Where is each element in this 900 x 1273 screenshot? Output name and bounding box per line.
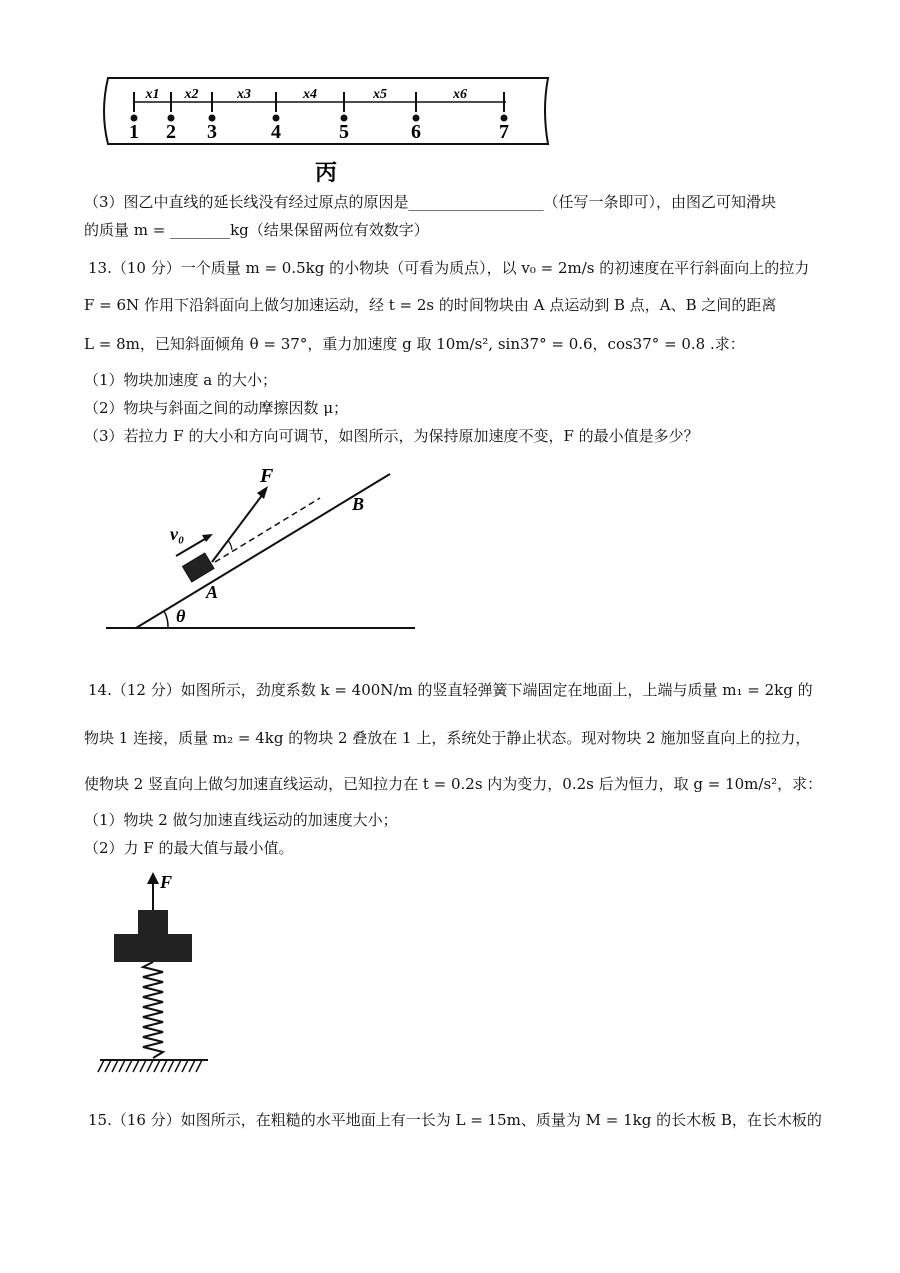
q13-sub2: （2）物块与斜面之间的动摩擦因数 μ； bbox=[84, 399, 349, 417]
dashed-line bbox=[215, 498, 320, 562]
tape-point-label: 6 bbox=[411, 121, 421, 143]
q13-line2: F = 6N 作用下沿斜面向上做匀加速运动，经 t = 2s 的时间物块由 A 点运动到 B 点，A、B 之间的距离 bbox=[84, 296, 777, 314]
hatch-line bbox=[196, 1060, 202, 1072]
tape-point-label: 7 bbox=[499, 121, 509, 143]
q14-line1: 14.（12 分）如图所示，劲度系数 k = 400N/m 的竖直轻弹簧下端固定在地面上，上端与质量 m₁ = 2kg 的 bbox=[88, 681, 813, 699]
hatch-line bbox=[161, 1060, 167, 1072]
tape-point-label: 5 bbox=[339, 121, 349, 143]
block-2 bbox=[138, 910, 168, 934]
ground-hatching bbox=[98, 1060, 202, 1072]
hatch-line bbox=[105, 1060, 111, 1072]
q14-line2: 物块 1 连接，质量 m₂ = 4kg 的物块 2 叠放在 1 上，系统处于静止状态。现对物块 2 施加竖直向上的拉力， bbox=[84, 729, 811, 747]
block bbox=[182, 553, 214, 582]
q12-part3-line2: 的质量 m = ________kg（结果保留两位有效数字） bbox=[84, 221, 429, 239]
hatch-line bbox=[189, 1060, 195, 1072]
hatch-line bbox=[154, 1060, 160, 1072]
label-b: B bbox=[352, 494, 365, 514]
tape-segment-label: x3 bbox=[237, 87, 251, 102]
tape-segment-label: x5 bbox=[373, 87, 387, 102]
incline-figure bbox=[100, 462, 430, 642]
label-v0: v₀ bbox=[170, 524, 185, 544]
tape-segment-label: x2 bbox=[184, 87, 199, 102]
tape-caption: 丙 bbox=[314, 160, 338, 185]
spring-coil bbox=[143, 962, 163, 1058]
force-angle-arc bbox=[228, 540, 232, 550]
q15-line1: 15.（16 分）如图所示，在粗糙的水平地面上有一长为 L = 15m、质量为 M = 1kg 的长木板 B，在长木板的 bbox=[88, 1111, 822, 1129]
label-f: F bbox=[260, 465, 274, 487]
tape-segment-label: x1 bbox=[145, 87, 160, 102]
angle-arc bbox=[164, 611, 168, 628]
force-arrow-head bbox=[257, 486, 268, 499]
label-theta: θ bbox=[176, 606, 186, 626]
tape-segment-label: x6 bbox=[453, 87, 467, 102]
hatch-line bbox=[112, 1060, 118, 1072]
q14-line3: 使物块 2 竖直向上做匀加速直线运动，已知拉力在 t = 0.2s 内为变力，0.2s 后为恒力，取 g = 10m/s²，求： bbox=[84, 775, 823, 793]
pull-arrow-head bbox=[147, 872, 159, 884]
hatch-line bbox=[126, 1060, 132, 1072]
q14-sub2: （2）力 F 的最大值与最小值。 bbox=[84, 839, 294, 857]
hatch-line bbox=[175, 1060, 181, 1072]
q12-part3-line1: （3）图乙中直线的延长线没有经过原点的原因是__________________（任写一条即可），由图乙可知滑块 bbox=[84, 193, 777, 211]
force-arrow bbox=[212, 490, 266, 562]
q13-line1: 13.（10 分）一个质量 m = 0.5kg 的小物块（可看为质点），以 v₀ = 2m/s 的初速度在平行斜面向上的拉力 bbox=[88, 259, 810, 277]
block-1 bbox=[114, 934, 192, 962]
tape-point-label: 2 bbox=[166, 121, 176, 143]
q13-line3: L = 8m，已知斜面倾角 θ = 37°，重力加速度 g 取 10m/s², sin37° = 0.6，cos37° = 0.8 .求： bbox=[84, 335, 745, 353]
hatch-line bbox=[140, 1060, 146, 1072]
q14-sub1: （1）物块 2 做匀加速直线运动的加速度大小； bbox=[84, 811, 398, 829]
tape-point-label: 1 bbox=[129, 121, 139, 143]
tape-point-label: 4 bbox=[271, 121, 281, 143]
label-f-spring: F bbox=[160, 872, 173, 892]
label-a: A bbox=[206, 582, 219, 602]
tape-point-label: 3 bbox=[207, 121, 217, 143]
q13-sub3: （3）若拉力 F 的大小和方向可调节，如图所示，为保持原加速度不变，F 的最小值是多少？ bbox=[84, 427, 699, 445]
tape-ticks bbox=[129, 87, 509, 143]
hatch-line bbox=[119, 1060, 125, 1072]
hatch-line bbox=[168, 1060, 174, 1072]
spring-figure bbox=[96, 868, 216, 1080]
q13-sub1: （1）物块加速度 a 的大小； bbox=[84, 371, 278, 389]
hatch-line bbox=[98, 1060, 104, 1072]
tape-figure bbox=[96, 72, 556, 190]
hatch-line bbox=[182, 1060, 188, 1072]
hatch-line bbox=[133, 1060, 139, 1072]
tape-segment-label: x4 bbox=[303, 87, 317, 102]
hatch-line bbox=[147, 1060, 153, 1072]
